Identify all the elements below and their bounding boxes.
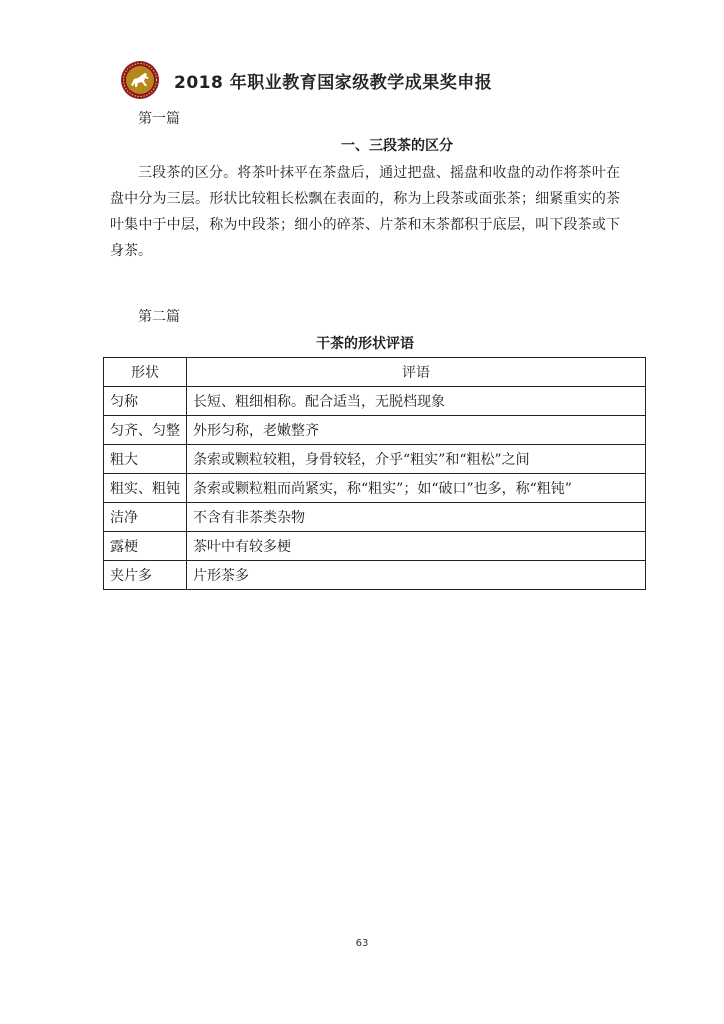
comment-cell: 长短、粗细相称。配合适当，无脱档现象 bbox=[187, 387, 646, 416]
term-cell: 粗实、粗钝 bbox=[104, 474, 187, 503]
page-header bbox=[120, 58, 492, 102]
term-cell: 匀齐、匀整 bbox=[104, 416, 187, 445]
table-row bbox=[104, 474, 646, 503]
table-row bbox=[104, 532, 646, 561]
table-row bbox=[104, 387, 646, 416]
comment-cell: 茶叶中有较多梗 bbox=[187, 532, 646, 561]
term-cell: 匀称 bbox=[104, 387, 187, 416]
term-cell: 夹片多 bbox=[104, 561, 187, 590]
comment-cell: 片形茶多 bbox=[187, 561, 646, 590]
table-row bbox=[104, 416, 646, 445]
column-header-comment: 评语 bbox=[187, 358, 646, 387]
page-number: 63 bbox=[355, 938, 369, 949]
table-row bbox=[104, 561, 646, 590]
term-cell: 粗大 bbox=[104, 445, 187, 474]
comment-cell: 条索或颗粒粗而尚紧实，称“粗实”；如“破口”也多，称“粗钝” bbox=[187, 474, 646, 503]
part2-label: 第二篇 bbox=[138, 309, 180, 325]
part1-label: 第一篇 bbox=[138, 111, 180, 127]
comment-cell: 不含有非茶类杂物 bbox=[187, 503, 646, 532]
column-header-shape: 形状 bbox=[104, 358, 187, 387]
term-cell: 露梗 bbox=[104, 532, 187, 561]
section-title: 一、三段茶的区分 bbox=[341, 138, 453, 154]
comment-cell: 外形匀称，老嫩整齐 bbox=[187, 416, 646, 445]
body-paragraph: 三段茶的区分。将茶叶抹平在茶盘后，通过把盘、摇盘和收盘的动作将茶叶在盘中分为三层。形状比较粗长松飘在表面的，称为上段茶或面张茶；细紧重实的茶叶集中于中层，称为中段茶；细小的碎茶、片茶和末茶都积于底层，叫下段茶或下身茶。 bbox=[110, 165, 620, 259]
tea-shape-terms-table bbox=[103, 357, 646, 590]
term-cell: 洁净 bbox=[104, 503, 187, 532]
table-row bbox=[104, 445, 646, 474]
table-title: 干茶的形状评语 bbox=[316, 336, 414, 352]
comment-cell: 条索或颗粒较粗，身骨较轻，介乎“粗实”和“粗松”之间 bbox=[187, 445, 646, 474]
header-title: 2018 年职业教育国家级教学成果奖申报 bbox=[174, 72, 493, 93]
table-header-row bbox=[104, 358, 646, 387]
table-row bbox=[104, 503, 646, 532]
horse-emblem-icon bbox=[120, 60, 160, 100]
